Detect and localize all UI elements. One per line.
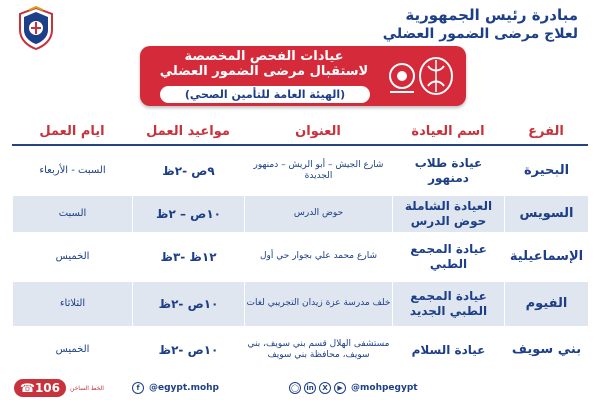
table-cell-clinic: عيادة المجمع الطبي bbox=[392, 234, 504, 280]
table-cell-address: حوض الدرس bbox=[244, 196, 392, 232]
table-cell-clinic: عيادة المجمع الطبي الجديد bbox=[392, 282, 504, 326]
column-header-address: العنوان bbox=[244, 118, 392, 146]
table-cell-address: مستشفى الهلال قسم بني سويف، بني سويف، محافظة بني سويف bbox=[244, 328, 392, 372]
table-cell-days: السبت bbox=[12, 196, 132, 232]
social-handle-left: @egypt.mohp bbox=[149, 383, 220, 393]
hotline-badge bbox=[14, 379, 66, 397]
table-cell-days: الخميس bbox=[12, 328, 132, 372]
instagram-icon: ◯ bbox=[289, 382, 301, 394]
header-line-1: مبادرة رئيس الجمهورية bbox=[405, 6, 578, 24]
column-header-hours: مواعيد العمل bbox=[132, 118, 244, 146]
column-header-days: ايام العمل bbox=[12, 118, 132, 146]
youtube-icon: ▶ bbox=[334, 382, 346, 394]
table-cell-days: الخميس bbox=[12, 234, 132, 280]
muscle-illustration-icon bbox=[384, 52, 456, 100]
table-cell-hours: ١٢ظ -٣ظ bbox=[132, 234, 244, 280]
table-cell-days: الثلاثاء bbox=[12, 282, 132, 326]
table-cell-branch: البحيرة bbox=[504, 148, 588, 194]
title-banner bbox=[140, 46, 466, 106]
column-header-clinic: اسم العيادة bbox=[392, 118, 504, 146]
hotline-number: 106 bbox=[34, 381, 61, 395]
table-cell-days: السبت - الأربعاء bbox=[12, 148, 132, 194]
social-handle-right: @mohpegypt bbox=[351, 383, 418, 393]
banner-subtitle: (الهيئة العامة للتأمين الصحي) bbox=[160, 86, 370, 103]
phone-icon: ☎ bbox=[20, 381, 35, 395]
banner-title bbox=[154, 49, 374, 79]
table-cell-hours: ١٠ص – ٢ظ bbox=[132, 196, 244, 232]
table-cell-branch: الفيوم bbox=[504, 282, 588, 326]
table-cell-hours: ٩ص -٢ظ bbox=[132, 148, 244, 194]
hotline-label: الخط الساخن bbox=[70, 384, 104, 392]
social-group-left bbox=[132, 382, 219, 394]
table-cell-branch: الإسماعيلية bbox=[504, 234, 588, 280]
clinics-table bbox=[12, 118, 588, 372]
facebook-icon: f bbox=[132, 382, 144, 394]
table-cell-branch: بني سويف bbox=[504, 328, 588, 372]
table-cell-hours: ١٠ص -٢ظ bbox=[132, 328, 244, 372]
initiative-header bbox=[383, 6, 578, 43]
table-cell-clinic: العيادة الشاملة حوض الدرس bbox=[392, 196, 504, 232]
table-cell-hours: ١٠ص -٢ظ bbox=[132, 282, 244, 326]
footer-bar bbox=[0, 376, 600, 400]
column-header-branch: الفرع bbox=[504, 118, 588, 146]
table-cell-clinic: عيادة السلام bbox=[392, 328, 504, 372]
social-group-right bbox=[289, 382, 418, 394]
table-cell-address: خلف مدرسة عزة زيدان التجريبي لغات bbox=[244, 282, 392, 326]
banner-title-line-1: عيادات الفحص المخصصة bbox=[184, 49, 344, 64]
table-cell-branch: السويس bbox=[504, 196, 588, 232]
table-cell-address: شارع محمد علي بجوار حي أول bbox=[244, 234, 392, 280]
linkedin-icon: in bbox=[304, 382, 316, 394]
banner-title-line-2: لاستقبال مرضى الضمور العضلي bbox=[159, 64, 369, 79]
table-cell-address: شارع الجيش – أبو الريش – دمنهور الجديدة bbox=[244, 148, 392, 194]
header-line-2: لعلاج مرضى الضمور العضلي bbox=[382, 26, 578, 42]
ministry-logo bbox=[16, 6, 56, 50]
table-cell-clinic: عيادة طلاب دمنهور bbox=[392, 148, 504, 194]
x-icon: X bbox=[319, 382, 331, 394]
